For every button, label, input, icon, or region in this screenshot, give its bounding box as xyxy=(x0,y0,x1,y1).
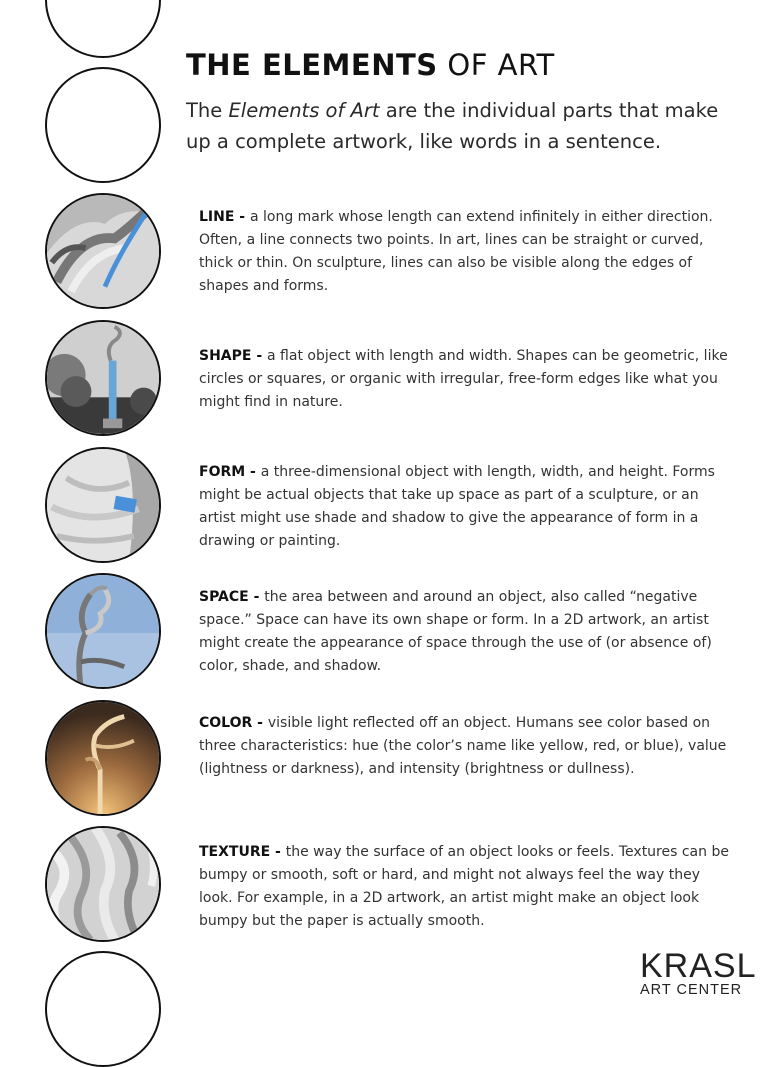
form-sculpture-photo xyxy=(45,447,161,563)
element-term: SHAPE - xyxy=(199,348,268,364)
element-line xyxy=(199,206,729,298)
element-texture xyxy=(199,841,729,933)
element-term: LINE - xyxy=(199,209,250,225)
page-title xyxy=(186,48,555,82)
krasl-logo xyxy=(640,947,757,998)
logo-name: KRASL xyxy=(640,947,757,985)
element-term: COLOR - xyxy=(199,715,268,731)
element-space xyxy=(199,586,729,678)
title-bold: THE ELEMENTS xyxy=(186,48,438,82)
logo-subtitle: ART CENTER xyxy=(640,982,743,998)
shape-sculpture-photo xyxy=(45,320,161,436)
element-shape xyxy=(199,345,729,414)
element-definition: visible light reflected off an object. Humans see color based on three characteristics: hue (the color’s name like yellow, red, or blue), value (lightness or darkness), and intensity (brightness or dullness). xyxy=(199,715,727,777)
intro-emphasis: Elements of Art xyxy=(228,99,380,122)
decorative-circle-empty xyxy=(45,67,161,183)
element-term: TEXTURE - xyxy=(199,844,286,860)
intro-suffix: are the individual parts that make up a complete artwork, like words in a sentence. xyxy=(186,99,719,153)
element-color xyxy=(199,712,729,781)
element-form xyxy=(199,461,729,553)
title-rest: OF ART xyxy=(437,48,555,82)
element-term: FORM - xyxy=(199,464,261,480)
element-definition: a flat object with length and width. Shapes can be geometric, like circles or squares, or organic with irregular, free-form edges like what you might find in nature. xyxy=(199,348,728,410)
decorative-circle-bottom xyxy=(45,951,161,1067)
texture-sculpture-photo xyxy=(45,826,161,942)
decorative-circle-top xyxy=(45,0,161,58)
line-sculpture-photo xyxy=(45,193,161,309)
intro-text xyxy=(186,95,746,157)
element-definition: a three-dimensional object with length, width, and height. Forms might be actual objects that take up space as part of a sculpture, or an artist might use shade and shadow to give the appearance of form in a drawing or painting. xyxy=(199,464,715,549)
element-definition: a long mark whose length can extend infinitely in either direction. Often, a line connects two points. In art, lines can be straight or curved, thick or thin. On sculpture, lines can also be visible along the edges of shapes and forms. xyxy=(199,209,713,294)
color-sculpture-photo xyxy=(45,700,161,816)
element-definition: the way the surface of an object looks or feels. Textures can be bumpy or smooth, soft or hard, and might not always feel the way they look. For example, in a 2D artwork, an artist might make an object look bumpy but the paper is actually smooth. xyxy=(199,844,729,929)
element-term: SPACE - xyxy=(199,589,265,605)
element-definition: the area between and around an object, also called “negative space.” Space can have its own shape or form. In a 2D artwork, an artist might create the appearance of space through the use of (or absence of) color, shade, and shadow. xyxy=(199,589,712,674)
intro-prefix: The xyxy=(186,99,229,122)
space-sculpture-photo xyxy=(45,573,161,689)
